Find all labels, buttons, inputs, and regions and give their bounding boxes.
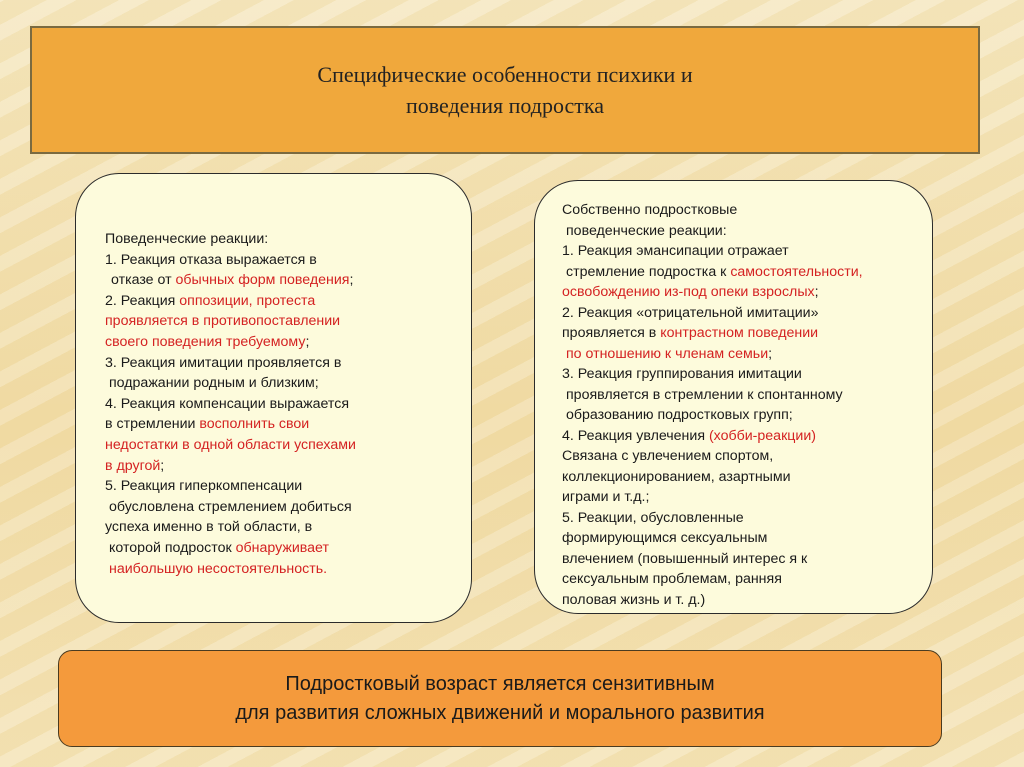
- text: Поведенческие реакции:: [105, 231, 269, 247]
- text: 2. Реакция: [105, 292, 180, 309]
- text: половая жизнь и т. д.): [562, 591, 706, 608]
- text: поведенческие реакции:: [566, 222, 727, 239]
- text: формирующимся сексуальным: [562, 530, 768, 546]
- panel-line: [109, 374, 319, 392]
- text: ;: [305, 334, 310, 350]
- text: в стремлении: [105, 416, 200, 433]
- highlighted-text: восполнить свои: [199, 416, 310, 433]
- text: ;: [160, 457, 165, 474]
- text: 4. Реакция увлечения: [562, 427, 709, 444]
- text: успеха именно в той области, в: [105, 519, 313, 536]
- text: играми и т.д.;: [562, 489, 650, 505]
- text: Собственно подростковые: [562, 202, 738, 218]
- text: Связана с увлечением спортом,: [562, 448, 774, 464]
- highlighted-text: самостоятельности,: [730, 263, 863, 280]
- text: 5. Реакции, обусловленные: [562, 509, 744, 526]
- panel-line: [562, 488, 649, 506]
- text: сексуальным проблемам, ранняя: [562, 571, 782, 587]
- panel-line: [566, 386, 843, 404]
- text: подражании родным и близким;: [109, 375, 319, 392]
- panel-line: [105, 292, 315, 310]
- panel-line: [105, 415, 309, 433]
- highlighted-text: (хобби-реакции): [708, 427, 816, 444]
- highlighted-text: обнаруживает: [235, 540, 329, 556]
- panel-line: [105, 333, 309, 351]
- panel-line: [562, 427, 816, 445]
- text: проявляется в стремлении к спонтанному: [566, 386, 843, 403]
- panel-line: [105, 436, 356, 454]
- text: обусловлена стремлением добиться: [109, 498, 352, 515]
- text: 3. Реакция имитации проявляется в: [105, 354, 342, 371]
- highlighted-text: обычных форм поведения: [175, 272, 350, 289]
- panel-line: [566, 406, 793, 424]
- panel-line: [562, 242, 789, 260]
- panel-line: [105, 477, 302, 495]
- text: отказе от: [111, 272, 176, 289]
- title-line-1: Специфические особенности психики и: [317, 62, 693, 87]
- text: образованию подростковых групп;: [566, 407, 793, 423]
- highlighted-text: по отношению к членам семьи: [566, 345, 769, 362]
- panel-line: [105, 457, 164, 475]
- title-box: [30, 26, 980, 154]
- highlighted-text: контрастном поведении: [660, 325, 819, 341]
- panel-line: [562, 570, 782, 588]
- conclusion-line-1: Подростковый возраст является сензитивным: [285, 672, 715, 695]
- text: ;: [349, 272, 354, 289]
- panel-line: [562, 283, 819, 301]
- text: 5. Реакция гиперкомпенсации: [105, 478, 303, 495]
- highlighted-text: своего поведения требуемому: [105, 334, 306, 350]
- text: 1. Реакция отказа выражается в: [105, 251, 317, 268]
- panel-line: [105, 518, 312, 536]
- panel-line: [562, 365, 802, 383]
- panel-line: [562, 591, 705, 609]
- panel-line: [562, 468, 791, 486]
- highlighted-text: проявляется в противопоставлении: [105, 313, 341, 330]
- title-line-2: поведения подростка: [405, 93, 604, 118]
- text: 2. Реакция «отрицательной имитации»: [562, 304, 819, 321]
- text: 4. Реакция компенсации выражается: [105, 395, 350, 412]
- panel-line: [109, 539, 329, 557]
- text: проявляется в: [562, 325, 661, 341]
- behavioral-reactions-panel: [75, 173, 472, 623]
- text: 3. Реакция группирования имитации: [562, 366, 802, 382]
- panel-line: [562, 324, 818, 342]
- panel-line: [566, 263, 863, 281]
- panel-line: [105, 395, 349, 413]
- panel-line: [105, 312, 340, 330]
- panel-line: [562, 201, 737, 219]
- panel-line: [566, 222, 727, 240]
- panel-line: [562, 447, 773, 465]
- highlighted-text: освобождению из-под опеки взрослых: [562, 284, 815, 300]
- highlighted-text: недостатки в одной области успехами: [105, 437, 356, 453]
- highlighted-text: в другой: [105, 457, 161, 474]
- panel-line: [105, 230, 268, 248]
- panel-line: [562, 529, 767, 547]
- panel-line: [105, 251, 317, 269]
- text: стремление подростка к: [566, 263, 731, 280]
- panel-line: [109, 560, 327, 578]
- text: коллекционированием, азартными: [562, 468, 791, 485]
- text: ;: [768, 345, 773, 362]
- panel-line: [111, 271, 353, 289]
- text: влечением (повышенный интерес я к: [562, 550, 808, 567]
- text: ;: [814, 284, 819, 300]
- highlighted-text: наибольшую несостоятельность.: [109, 560, 328, 577]
- conclusion-line-2: для развития сложных движений и морального развития: [235, 701, 765, 724]
- panel-line: [562, 304, 818, 322]
- panel-line: [105, 354, 341, 372]
- panel-line: [109, 498, 352, 516]
- panel-line: [566, 345, 772, 363]
- highlighted-text: оппозиции, протеста: [179, 292, 316, 309]
- teen-reactions-panel: [534, 180, 933, 614]
- text: 1. Реакция эмансипации отражает: [562, 243, 789, 259]
- panel-line: [562, 550, 807, 568]
- panel-line: [562, 509, 744, 527]
- text: которой подросток: [109, 540, 236, 556]
- conclusion-box: [58, 650, 942, 747]
